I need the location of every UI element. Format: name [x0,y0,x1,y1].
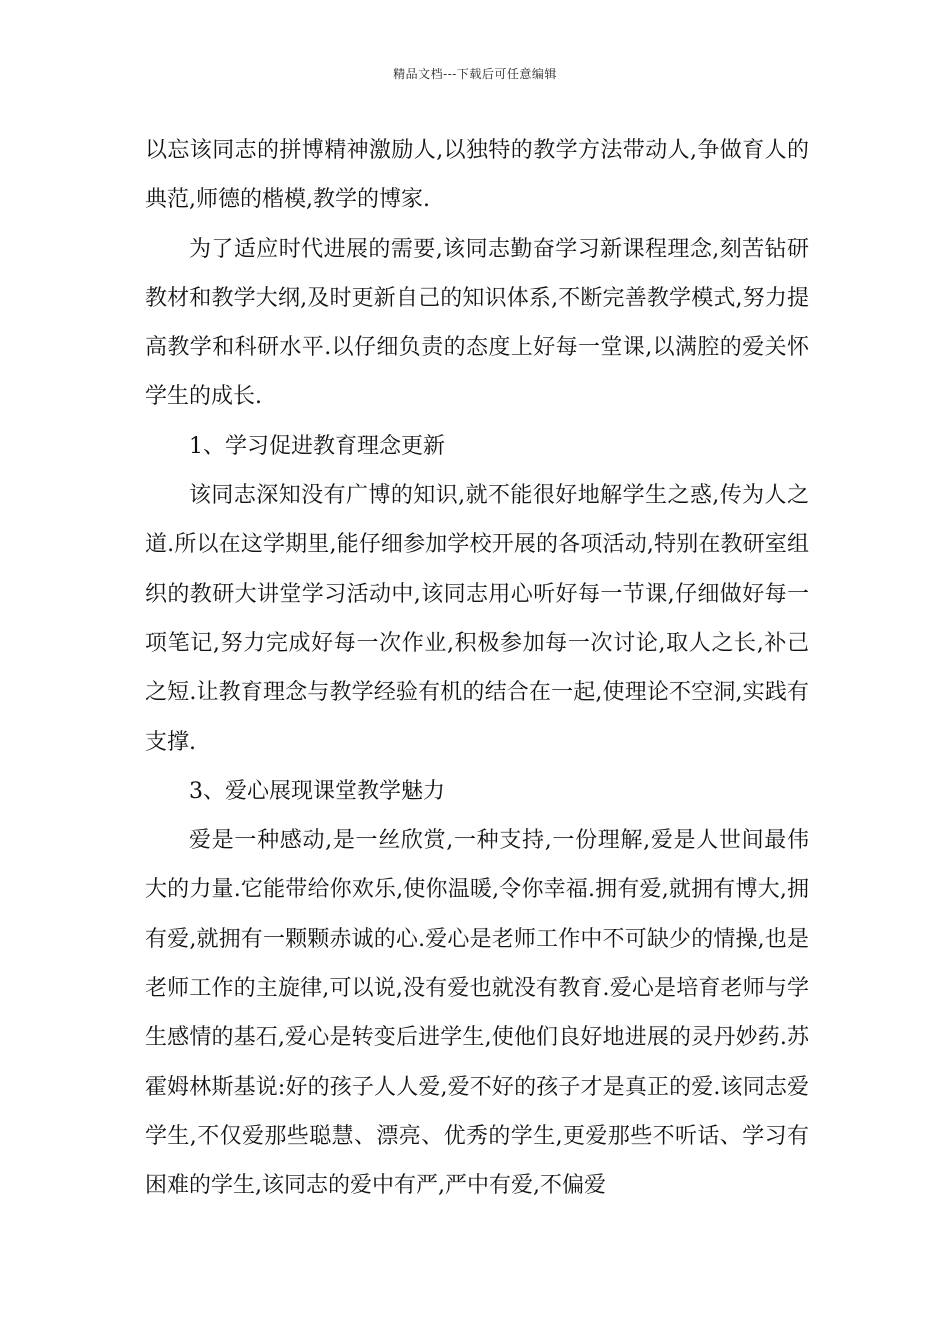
document-body [145,126,809,1211]
paragraph-2: 为了适应时代进展的需要,该同志勤奋学习新课程理念,刻苦钻研教材和教学大纲,及时更新自己的知识体系,不断完善教学模式,努力提高教学和科研水平.以仔细负责的态度上好每一堂课,以满腔的爱关怀学生的成长. [145,236,809,410]
page-header: 精品文档---下载后可任意编辑 [393,67,557,81]
paragraph-3: 该同志深知没有广博的知识,就不能很好地解学生之惑,传为人之道.所以在这学期里,能仔细参加学校开展的各项活动,特别在教研室组织的教研大讲堂学习活动中,该同志用心听好每一节课,仔细做好每一项笔记,努力完成好每一次作业,积极参加每一次讨论,取人之长,补己之短.让教育理念与教学经验有机的结合在一起,使理论不空洞,实践有支撑. [145,483,809,755]
section-heading-3: 3、爱心展现课堂教学魅力 [189,778,445,804]
paragraph-4: 爱是一种感动,是一丝欣赏,一种支持,一份理解,爱是人世间最伟大的力量.它能带给你欢乐,使你温暖,令你幸福.拥有爱,就拥有博大,拥有爱,就拥有一颗颗赤诚的心.爱心是老师工作中不可缺少的情操,也是老师工作的主旋律,可以说,没有爱也就没有教育.爱心是培育老师与学生感情的基石,爱心是转变后进学生,使他们良好地进展的灵丹妙药.苏霍姆林斯基说:好的孩子人人爱,爱不好的孩子才是真正的爱.该同志爱学生,不仅爱那些聪慧、漂亮、优秀的学生,更爱那些不听话、学习有困难的学生,该同志的爱中有严,严中有爱,不偏爱 [145,828,809,1199]
section-heading-1: 1、学习促进教育理念更新 [189,433,445,459]
paragraph-1: 以忘该同志的拼博精神激励人,以独特的教学方法带动人,争做育人的典范,师德的楷模,教学的博家. [145,138,809,213]
